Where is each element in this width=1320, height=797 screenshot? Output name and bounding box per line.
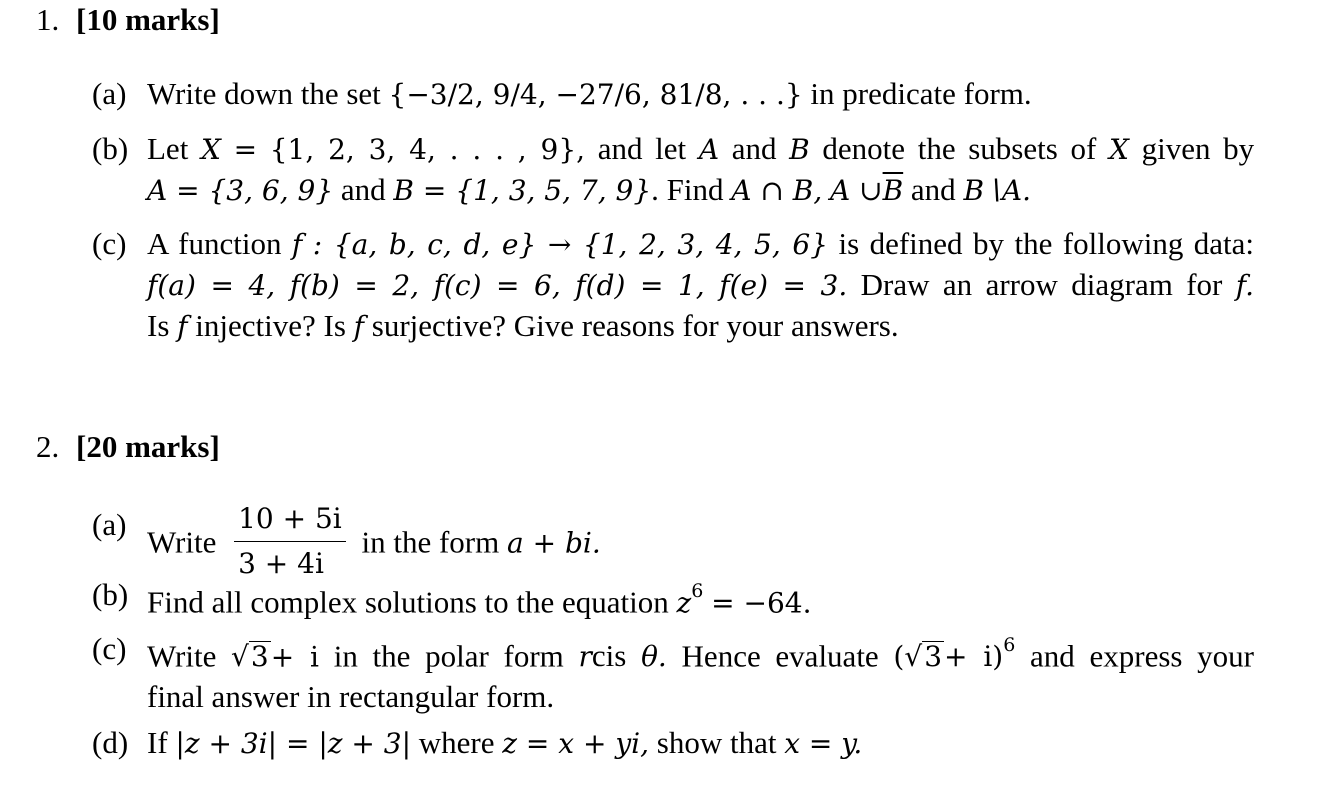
text: where [418, 725, 495, 760]
math-expr: x = y. [784, 727, 863, 760]
text: Write [147, 524, 217, 560]
text: Let [147, 131, 189, 166]
text: show that [656, 725, 777, 760]
math-expr: |z + 3i| = |z + 3| [175, 727, 412, 760]
text: and let [597, 131, 687, 166]
math-var: z [676, 586, 692, 620]
question-number: 1. [36, 2, 60, 37]
math-complement: $\overline{B}$ [882, 174, 904, 207]
text: denote the subsets of [822, 131, 1097, 166]
text: injective? Is [195, 308, 346, 343]
text: Draw an arrow diagram for [860, 267, 1223, 302]
text: If [147, 725, 168, 760]
math-expr: + i [270, 640, 319, 674]
math-var: f. [1235, 269, 1255, 302]
text: and [731, 131, 777, 166]
question-2-part-d [92, 723, 1254, 764]
math-set: {1, 2, 3, 4, . . . , 9}, [269, 133, 586, 166]
question-1-heading [36, 0, 220, 40]
question-1-part-b [92, 129, 1254, 211]
math-expr: = −64. [711, 586, 812, 620]
math-expr: + i) [944, 640, 1004, 674]
text: in the form [361, 524, 500, 560]
text: and [340, 172, 386, 207]
math-exponent: 6 [1003, 634, 1016, 656]
part-label: (c) [92, 226, 127, 261]
text: given by [1141, 131, 1255, 166]
text: Hence evaluate [681, 638, 879, 674]
text: in predicate form. [810, 76, 1032, 111]
text: in the polar form [333, 638, 564, 674]
math-expr: A ∩ B, [731, 174, 823, 207]
radicand: 3 [924, 640, 943, 674]
square-root: √3 [231, 640, 269, 674]
text: Write [147, 638, 217, 674]
math-var: X [200, 133, 221, 166]
math-set: B = {1, 3, 5, 7, 9} [393, 174, 652, 207]
math-var: r [578, 640, 592, 674]
math-var: f [177, 310, 188, 343]
text: A function [147, 226, 282, 261]
math-var: f [353, 310, 365, 343]
part-label: (b) [92, 577, 129, 612]
question-2-part-b [92, 575, 1254, 623]
radicand: 3 [250, 640, 269, 674]
math-values: f(a) = 4, f(b) = 2, f(c) = 6, f(d) = 1, f(e) = 3. [147, 269, 848, 302]
question-2-heading [36, 427, 220, 467]
text: surjective? Give reasons for your answers. [371, 308, 899, 343]
question-1-part-a [92, 74, 1254, 115]
text: Write down the set [147, 76, 381, 111]
text: Find all complex solutions to the equation [147, 584, 669, 620]
text: and express your [1030, 638, 1255, 674]
text: final answer in rectangular form. [147, 679, 555, 715]
part-label: (c) [92, 631, 127, 666]
text: Is [147, 308, 170, 343]
question-marks: [10 marks] [76, 2, 220, 37]
part-label: (d) [92, 725, 129, 760]
math-expr: B∖A. [963, 174, 1031, 207]
math-var: f [291, 228, 303, 261]
part-label: (a) [92, 507, 127, 542]
math-mapping: : {a, b, c, d, e} → {1, 2, 3, 4, 5, 6} [312, 228, 828, 261]
math-expr: a + bi. [507, 526, 601, 560]
math-set: A = {3, 6, 9} [147, 174, 334, 207]
text: cis [591, 638, 627, 674]
fraction-numerator: 10 + 5i [234, 501, 346, 542]
math-eq: = [233, 133, 258, 166]
question-marks: [20 marks] [76, 429, 220, 464]
math-exponent: 6 [691, 580, 704, 602]
fraction-denominator: 3 + 4i [238, 547, 324, 580]
question-number: 2. [36, 429, 60, 464]
square-root: √3 [904, 640, 943, 674]
math-var: A [698, 133, 720, 166]
text: and [910, 172, 956, 207]
math-var: θ. [641, 640, 667, 674]
math-paren: ( [893, 640, 905, 674]
math-set: {−3/2, 9/4, −27/6, 81/8, . . .} [388, 78, 803, 111]
math-expr: z = x + yi, [502, 727, 649, 760]
question-1-part-c [92, 224, 1254, 347]
text: is defined by the following data: [838, 226, 1255, 261]
question-2-part-c [92, 629, 1254, 717]
math-expr: A ∪ [830, 174, 883, 207]
math-var: B [789, 133, 810, 166]
part-label: (b) [92, 131, 129, 166]
part-label: (a) [92, 76, 127, 111]
fraction [234, 501, 346, 582]
question-2-part-a [92, 502, 1254, 586]
text: . Find [651, 172, 724, 207]
math-var: X [1108, 133, 1129, 166]
